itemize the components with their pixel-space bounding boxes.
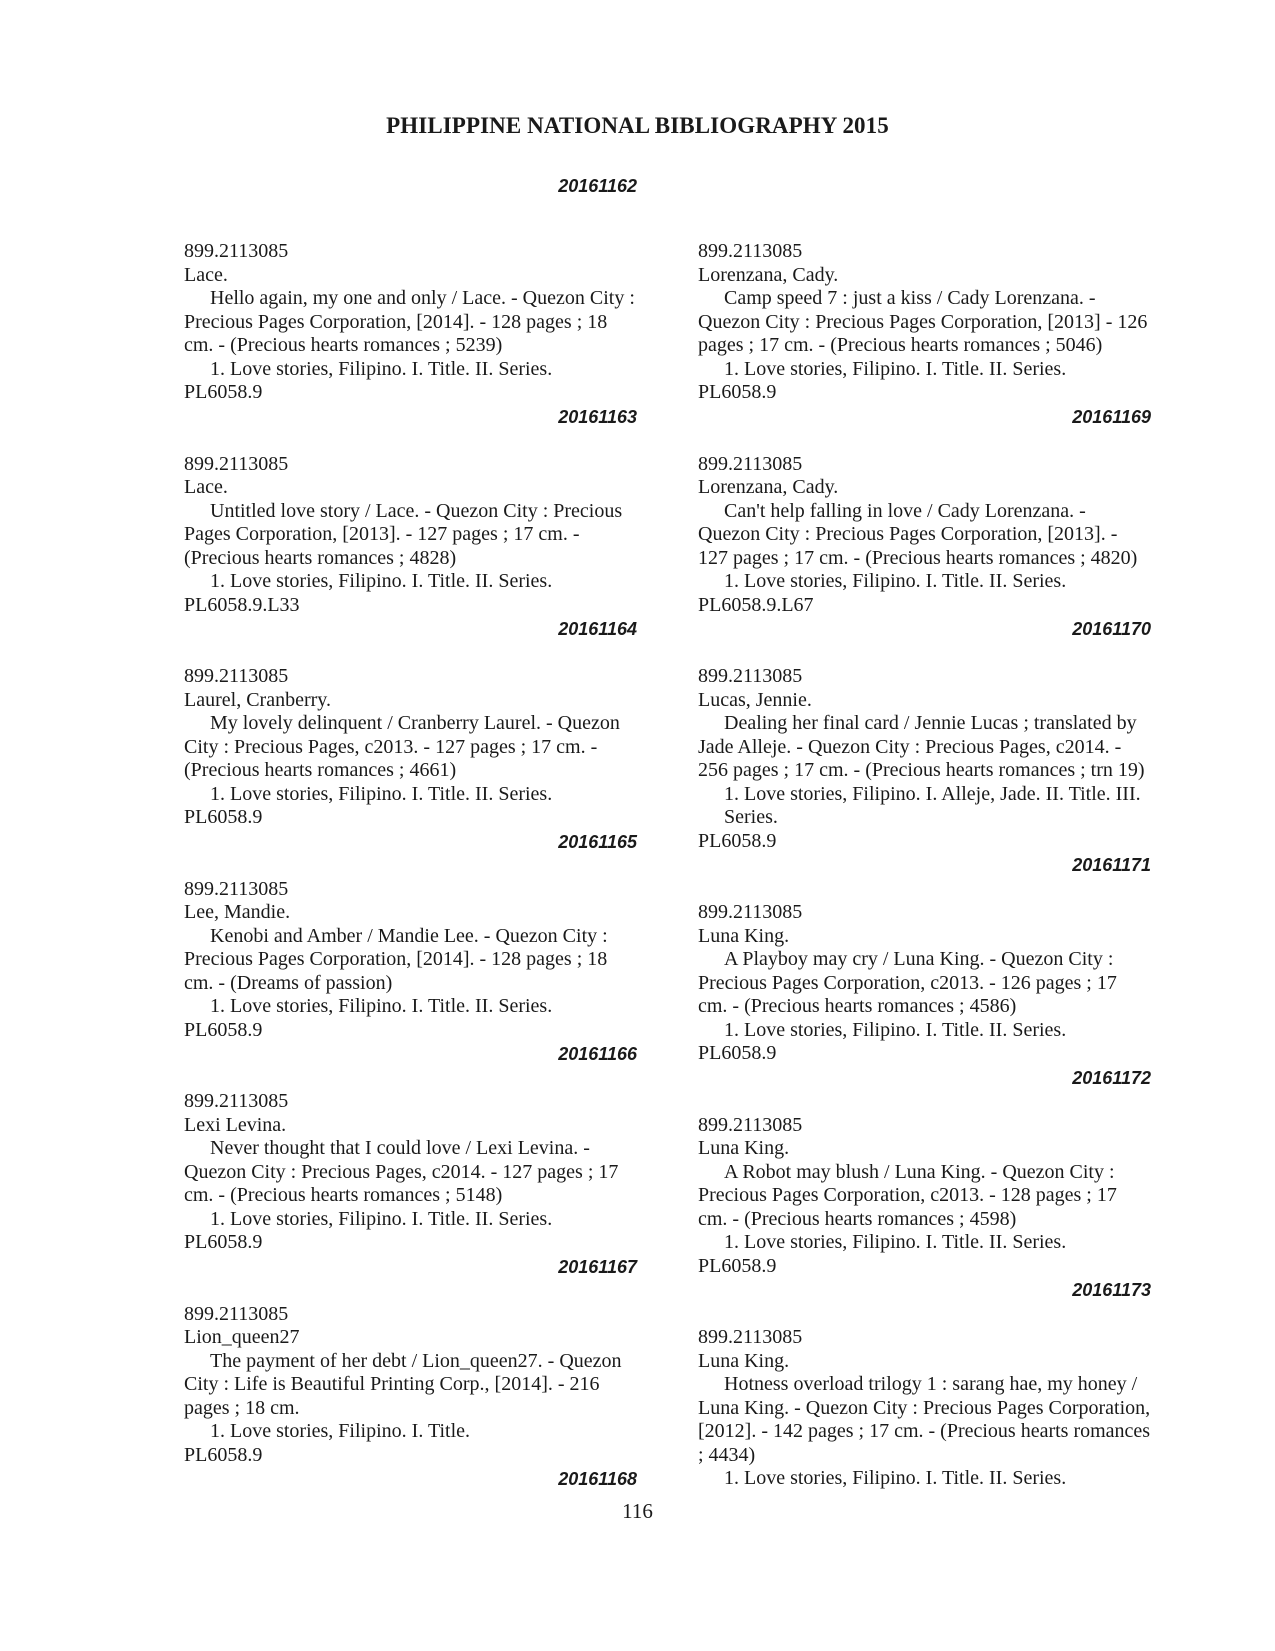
bibliographic-entry	[698, 665, 1151, 877]
record-number: 20161172	[1072, 1067, 1151, 1088]
bibliographic-entry	[184, 665, 637, 854]
author: Lace.	[184, 263, 228, 286]
bibliographic-entry	[184, 240, 637, 429]
bibliographic-entry	[698, 240, 1151, 429]
author: Lucas, Jennie.	[698, 688, 812, 711]
subject-headings: 1. Love stories, Filipino. I. Title. II. Series.	[724, 1231, 1067, 1253]
bibliographic-entry	[698, 901, 1151, 1090]
subject-headings: 1. Love stories, Filipino. I. Title. II. Series.	[724, 570, 1067, 592]
title-description: Camp speed 7 : just a kiss / Cady Lorenzana. - Quezon City : Precious Pages Corporation, [2013] - 126 pages ; 17 cm. - (Precious hearts romances ; 5046)	[698, 287, 1148, 356]
call-number: PL6058.9	[184, 1231, 263, 1253]
bibliographic-entry	[184, 1090, 637, 1279]
page-number: 116	[622, 1499, 653, 1523]
record-number: 20161169	[1072, 406, 1151, 427]
call-number: PL6058.9	[698, 1042, 777, 1064]
record-number: 20161163	[558, 406, 637, 427]
bibliographic-entry	[698, 1326, 1151, 1491]
call-number: PL6058.9	[184, 1443, 263, 1466]
bibliographic-entry	[184, 1303, 637, 1492]
classification-number: 899.2113085	[698, 452, 803, 475]
record-number: 20161170	[1072, 619, 1151, 639]
call-number: PL6058.9.L67	[698, 593, 814, 616]
classification-number: 899.2113085	[698, 665, 803, 687]
subject-headings: 1. Love stories, Filipino. I. Title. II. Series.	[210, 782, 553, 805]
subject-headings: 1. Love stories, Filipino. I. Title. II. Series.	[210, 357, 553, 380]
title-description: Untitled love story / Lace. - Quezon City : Precious Pages Corporation, [2013]. - 127 pages ; 17 cm. - (Precious hearts romances ; 4828)	[184, 499, 623, 569]
author: Lion_queen27	[184, 1326, 300, 1348]
classification-number: 899.2113085	[184, 1302, 289, 1325]
title-description: Hotness overload trilogy 1 : sarang hae, my honey / Luna King. - Quezon City : Precious Pages Corporation, [2012]. - 142 pages ; 17 cm. - (Precious hearts romances ; 4434)	[698, 1373, 1151, 1466]
author: Lorenzana, Cady.	[698, 263, 839, 286]
record-number: 20161168	[558, 1469, 637, 1489]
classification-number: 899.2113085	[698, 1113, 803, 1136]
call-number: PL6058.9	[184, 381, 263, 403]
author: Lee, Mandie.	[184, 901, 291, 923]
author: Laurel, Cranberry.	[184, 688, 331, 711]
record-number: 20161165	[558, 831, 637, 852]
call-number: PL6058.9	[698, 1254, 777, 1277]
call-number: PL6058.9	[184, 806, 263, 828]
call-number: PL6058.9	[698, 381, 777, 403]
classification-number: 899.2113085	[184, 665, 289, 687]
title-description: A Playboy may cry / Luna King. - Quezon City : Precious Pages Corporation, c2013. - 126 pages ; 17 cm. - (Precious hearts romances ; 4586)	[698, 948, 1117, 1017]
left-column	[184, 240, 637, 1515]
title-description: A Robot may blush / Luna King. - Quezon City : Precious Pages Corporation, c2013. - 128 pages ; 17 cm. - (Precious hearts romances ; 4598)	[698, 1160, 1117, 1230]
title-description: Hello again, my one and only / Lace. - Quezon City : Precious Pages Corporation, [2014]. - 128 pages ; 18 cm. - (Precious hearts romances ; 5239)	[184, 287, 635, 356]
title-description: Never thought that I could love / Lexi Levina. - Quezon City : Precious Pages, c2014. - 127 pages ; 17 cm. - (Precious hearts romances ; 5148)	[184, 1137, 619, 1206]
subject-headings: 1. Love stories, Filipino. I. Title. II. Series.	[210, 570, 553, 592]
record-number: 20161171	[1072, 855, 1151, 875]
subject-headings: 1. Love stories, Filipino. I. Alleje, Jade. II. Title. III. Series.	[724, 782, 1141, 828]
call-number: PL6058.9.L33	[184, 593, 300, 616]
subject-headings: 1. Love stories, Filipino. I. Title. II. Series.	[724, 1018, 1067, 1041]
subject-headings: 1. Love stories, Filipino. I. Title. II. Series.	[210, 995, 553, 1017]
call-number: PL6058.9	[698, 829, 777, 852]
author: Luna King.	[698, 1349, 790, 1372]
classification-number: 899.2113085	[698, 1326, 803, 1348]
record-number: 20161167	[558, 1256, 637, 1277]
author: Lace.	[184, 476, 228, 498]
classification-number: 899.2113085	[698, 901, 803, 923]
bibliographic-entry	[184, 453, 637, 642]
bibliographic-entry	[184, 878, 637, 1067]
author: Lorenzana, Cady.	[698, 476, 839, 498]
page-title: PHILIPPINE NATIONAL BIBLIOGRAPHY 2015	[386, 113, 889, 138]
bibliographic-entry	[698, 453, 1151, 642]
subject-headings: 1. Love stories, Filipino. I. Title.	[210, 1420, 471, 1442]
subject-headings: 1. Love stories, Filipino. I. Title. II. Series.	[210, 1207, 553, 1230]
title-description: Kenobi and Amber / Mandie Lee. - Quezon City : Precious Pages Corporation, [2014]. - 128 pages ; 18 cm. - (Dreams of passion)	[184, 924, 608, 994]
classification-number: 899.2113085	[184, 452, 289, 475]
title-description: The payment of her debt / Lion_queen27. - Quezon City : Life is Beautiful Printing Corp., [2014]. - 216 pages ; 18 cm.	[184, 1349, 622, 1419]
author: Lexi Levina.	[184, 1113, 287, 1136]
classification-number: 899.2113085	[184, 1090, 289, 1112]
subject-headings: 1. Love stories, Filipino. I. Title. II. Series.	[724, 357, 1067, 380]
author: Luna King.	[698, 1137, 790, 1159]
classification-number: 899.2113085	[184, 877, 289, 900]
record-number: 20161164	[558, 619, 637, 639]
record-number: 20161173	[1072, 1280, 1151, 1300]
bibliographic-entry	[698, 1114, 1151, 1303]
subject-headings: 1. Love stories, Filipino. I. Title. II. Series.	[724, 1467, 1067, 1489]
title-description: Can't help falling in love / Cady Lorenzana. - Quezon City : Precious Pages Corporation, [2013]. - 127 pages ; 17 cm. - (Precious hearts romances ; 4820)	[698, 499, 1138, 569]
classification-number: 899.2113085	[184, 240, 289, 262]
title-description: Dealing her final card / Jennie Lucas ; translated by Jade Alleje. - Quezon City : Precious Pages, c2014. - 256 pages ; 17 cm. - (Precious hearts romances ; trn 19)	[698, 712, 1145, 781]
call-number: PL6058.9	[184, 1018, 263, 1041]
record-number: 20161166	[558, 1044, 637, 1064]
record-number: 20161162	[558, 176, 637, 196]
title-description: My lovely delinquent / Cranberry Laurel. - Quezon City : Precious Pages, c2013. - 127 pages ; 17 cm. - (Precious hearts romances ; 4661)	[184, 712, 620, 781]
right-column	[698, 240, 1151, 1491]
author: Luna King.	[698, 924, 790, 947]
classification-number: 899.2113085	[698, 240, 803, 262]
